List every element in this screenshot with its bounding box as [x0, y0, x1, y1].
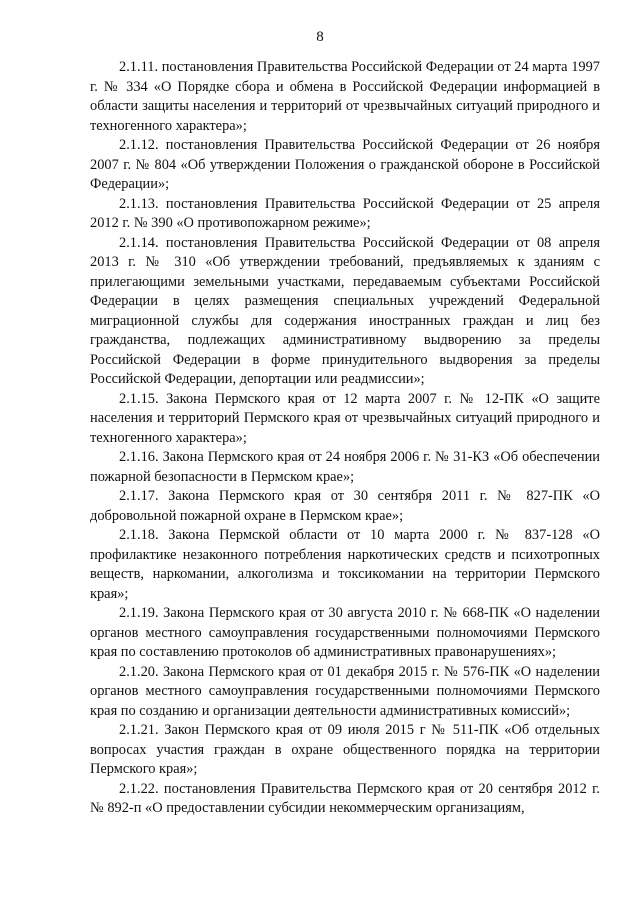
page-number: 8 [316, 29, 324, 45]
paragraph-2-1-17: 2.1.17. Закона Пермского края от 30 сентября 2011 г. № 827-ПК «О добровольной пожарной охране в Пермском крае»; [90, 488, 600, 524]
paragraph-2-1-14: 2.1.14. постановления Правительства Российской Федерации от 08 апреля 2013 г. № 310 «Об утверждении требований, предъявляемых к зданиям с прилегающими земельными участками, передаваемым субъектами Российской Федерации в целях размещения специальных учреждений Федеральной миграционной службы для содержания иностранных граждан и лиц без гражданства, подлежащих административному выдворению за пределы Российской Федерации в форме принудительного выдворения за пределы Российской Федерации, депортации или реадмиссии»; [90, 234, 600, 387]
paragraph-2-1-13: 2.1.13. постановления Правительства Российской Федерации от 25 апреля 2012 г. № 390 «О противопожарном режиме»; [90, 195, 600, 231]
paragraph-2-1-15: 2.1.15. Закона Пермского края от 12 марта 2007 г. № 12-ПК «О защите населения и территорий Пермского края от чрезвычайных ситуаций природного и техногенного характера»; [90, 390, 600, 446]
document-body [90, 58, 600, 819]
paragraph-2-1-20: 2.1.20. Закона Пермского края от 01 декабря 2015 г. № 576-ПК «О наделении органов местного самоуправления государственными полномочиями Пермского края по созданию и организации деятельности административных комиссий»; [90, 663, 600, 719]
paragraph-2-1-21: 2.1.21. Закон Пермского края от 09 июля 2015 г № 511-ПК «Об отдельных вопросах участия граждан в охране общественного порядка на территории Пермского края»; [90, 722, 600, 777]
paragraph-2-1-19: 2.1.19. Закона Пермского края от 30 августа 2010 г. № 668-ПК «О наделении органов местного самоуправления государственными полномочиями Пермского края по составлению протоколов об административных правонарушениях»; [90, 605, 600, 660]
paragraph-2-1-11: 2.1.11. постановления Правительства Российской Федерации от 24 марта 1997 г. № 334 «О Порядке сбора и обмена в Российской Федерации информацией в области защиты населения и территорий от чрезвычайных ситуаций природного и техногенного характера»; [90, 59, 600, 134]
paragraph-2-1-18: 2.1.18. Закона Пермской области от 10 марта 2000 г. № 837-128 «О профилактике незаконного потребления наркотических средств и психотропных веществ, наркомании, алкоголизма и токсикомании на территории Пермского края»; [90, 527, 600, 602]
paragraph-2-1-12: 2.1.12. постановления Правительства Российской Федерации от 26 ноября 2007 г. № 804 «Об утверждении Положения о гражданской обороне в Российской Федерации»; [90, 137, 600, 192]
paragraph-2-1-22: 2.1.22. постановления Правительства Пермского края от 20 сентября 2012 г. № 892-п «О предоставлении субсидии некоммерческим организациям, [90, 780, 600, 816]
paragraph-2-1-16: 2.1.16. Закона Пермского края от 24 ноября 2006 г. № 31-КЗ «Об обеспечении пожарной безопасности в Пермском крае»; [90, 449, 600, 485]
